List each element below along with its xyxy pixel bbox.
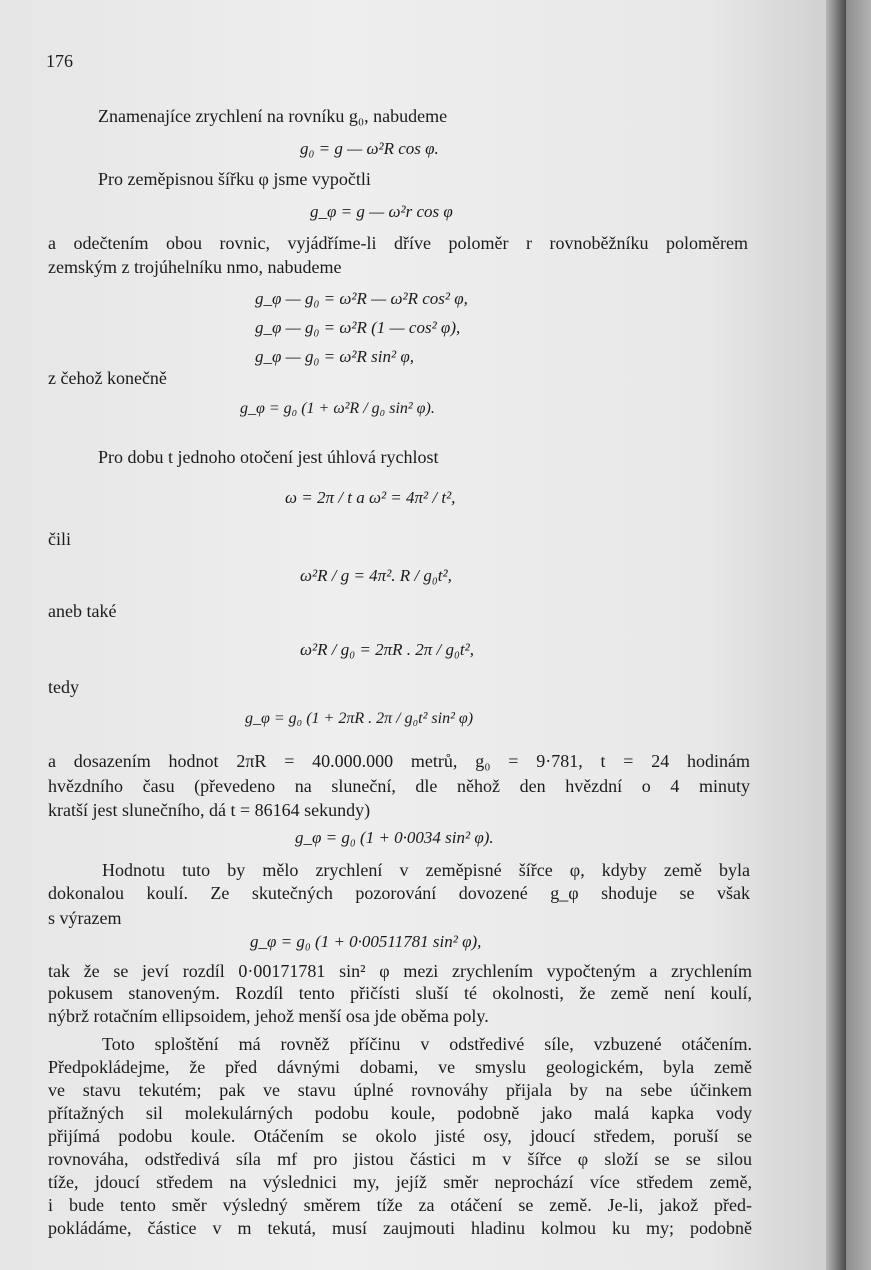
text-line: nýbrž rotačním ellipsoidem, jehož menší osa jde oběma poly. [48, 1006, 489, 1026]
text-line: přítažných sil molekulárných podobu koule, podobně jako malá kapka vody [48, 1103, 752, 1123]
text-line: rovnováha, odstředivá síla mf pro jistou částici m v šířce φ složí se se silou [48, 1149, 752, 1169]
text-line: pokusem stanoveným. Rozdíl tento přičísti sluší té okolnosti, že země není koulí, [48, 983, 752, 1003]
equation: g_φ = g₀ (1 + 2πR . 2π / g₀t² sin² φ) [245, 710, 474, 727]
text-line: čili [48, 529, 71, 549]
text-line: hvězdního času (převedeno na sluneční, dle něhož den hvězdní o 4 minuty [48, 776, 750, 796]
adjacent-page-edge [846, 0, 871, 1270]
text-line: tedy [48, 677, 79, 697]
equation: g_φ — g₀ = ω²R — ω²R cos² φ, [255, 289, 468, 308]
text-line: Toto sploštění má rovněž příčinu v odstředivé síle, vzbuzené otáčením. [102, 1034, 752, 1054]
text-line: přijímá podobu koule. Otáčením se okolo jisté osy, jdoucí středem, poruší se [48, 1126, 752, 1146]
equation: ω²R / g₀ = 2πR . 2π / g₀t², [300, 640, 474, 659]
text-line: dokonalou koulí. Ze skutečných pozorování dovozené g_φ shoduje se však [48, 883, 750, 903]
equation: g_φ = g — ω²r cos φ [310, 202, 453, 221]
text-line: tak že se jeví rozdíl 0·00171781 sin² φ mezi zrychlením vypočteným a zrychlením [48, 961, 752, 981]
text-line: pokládáme, částice v m tekutá, musí zaujmouti hladinu kolmou ku my; podobně [48, 1218, 752, 1238]
text-line: zemským z trojúhelníku nmo, nabudeme [48, 257, 342, 277]
equation: g_φ — g₀ = ω²R sin² φ, [255, 347, 414, 366]
equation: ω²R / g = 4π². R / g₀t², [300, 566, 452, 585]
text-line: Pro dobu t jednoho otočení jest úhlová rychlost [98, 447, 439, 467]
page-number: 176 [46, 51, 73, 71]
page-gutter-shadow [826, 0, 846, 1270]
equation: g_φ = g₀ (1 + 0·0034 sin² φ). [295, 828, 494, 847]
text-line: Pro zeměpisnou šířku φ jsme vypočtli [98, 169, 371, 189]
equation: g₀ = g — ω²R cos φ. [300, 139, 439, 158]
text-line: ve stavu tekutém; pak ve stavu úplné rovnováhy přijala by na sebe účinkem [48, 1080, 752, 1100]
text-line: Předpokládejme, že před dávnými dobami, ve smyslu geologickém, byla země [48, 1057, 752, 1077]
text-line: Znamenajíce zrychlení na rovníku g₀, nabudeme [98, 106, 448, 126]
text-line: Hodnotu tuto by mělo zrychlení v zeměpisné šířce φ, kdyby země byla [102, 860, 750, 880]
equation: g_φ = g₀ (1 + 0·00511781 sin² φ), [250, 932, 482, 951]
text-line: tíže, jdoucí středem na výslednici my, jejíž směr neprochází více středem země, [48, 1172, 752, 1192]
equation-angular-velocity: ω = 2π / t a ω² = 4π² / t², [285, 488, 456, 507]
text-line: s výrazem [48, 908, 122, 928]
equation: g_φ — g₀ = ω²R (1 — cos² φ), [255, 318, 461, 337]
text-line: a odečtením obou rovnic, vyjádříme-li dříve poloměr r rovnoběžníku poloměrem [48, 233, 748, 253]
text-line: z čehož konečně [48, 368, 167, 388]
text-line: kratší jest slunečního, dá t = 86164 sekundy) [48, 800, 371, 820]
text-line: aneb také [48, 601, 117, 621]
equation-final-formula: g_φ = g₀ (1 + ω²R / g₀ sin² φ). [240, 400, 435, 417]
text-line: i bude tento směr výsledný směrem tíže za otáčení se země. Je-li, jakož před- [48, 1195, 752, 1215]
text-line: a dosazením hodnot 2πR = 40.000.000 metrů, g₀ = 9·781, t = 24 hodinám [48, 751, 750, 771]
